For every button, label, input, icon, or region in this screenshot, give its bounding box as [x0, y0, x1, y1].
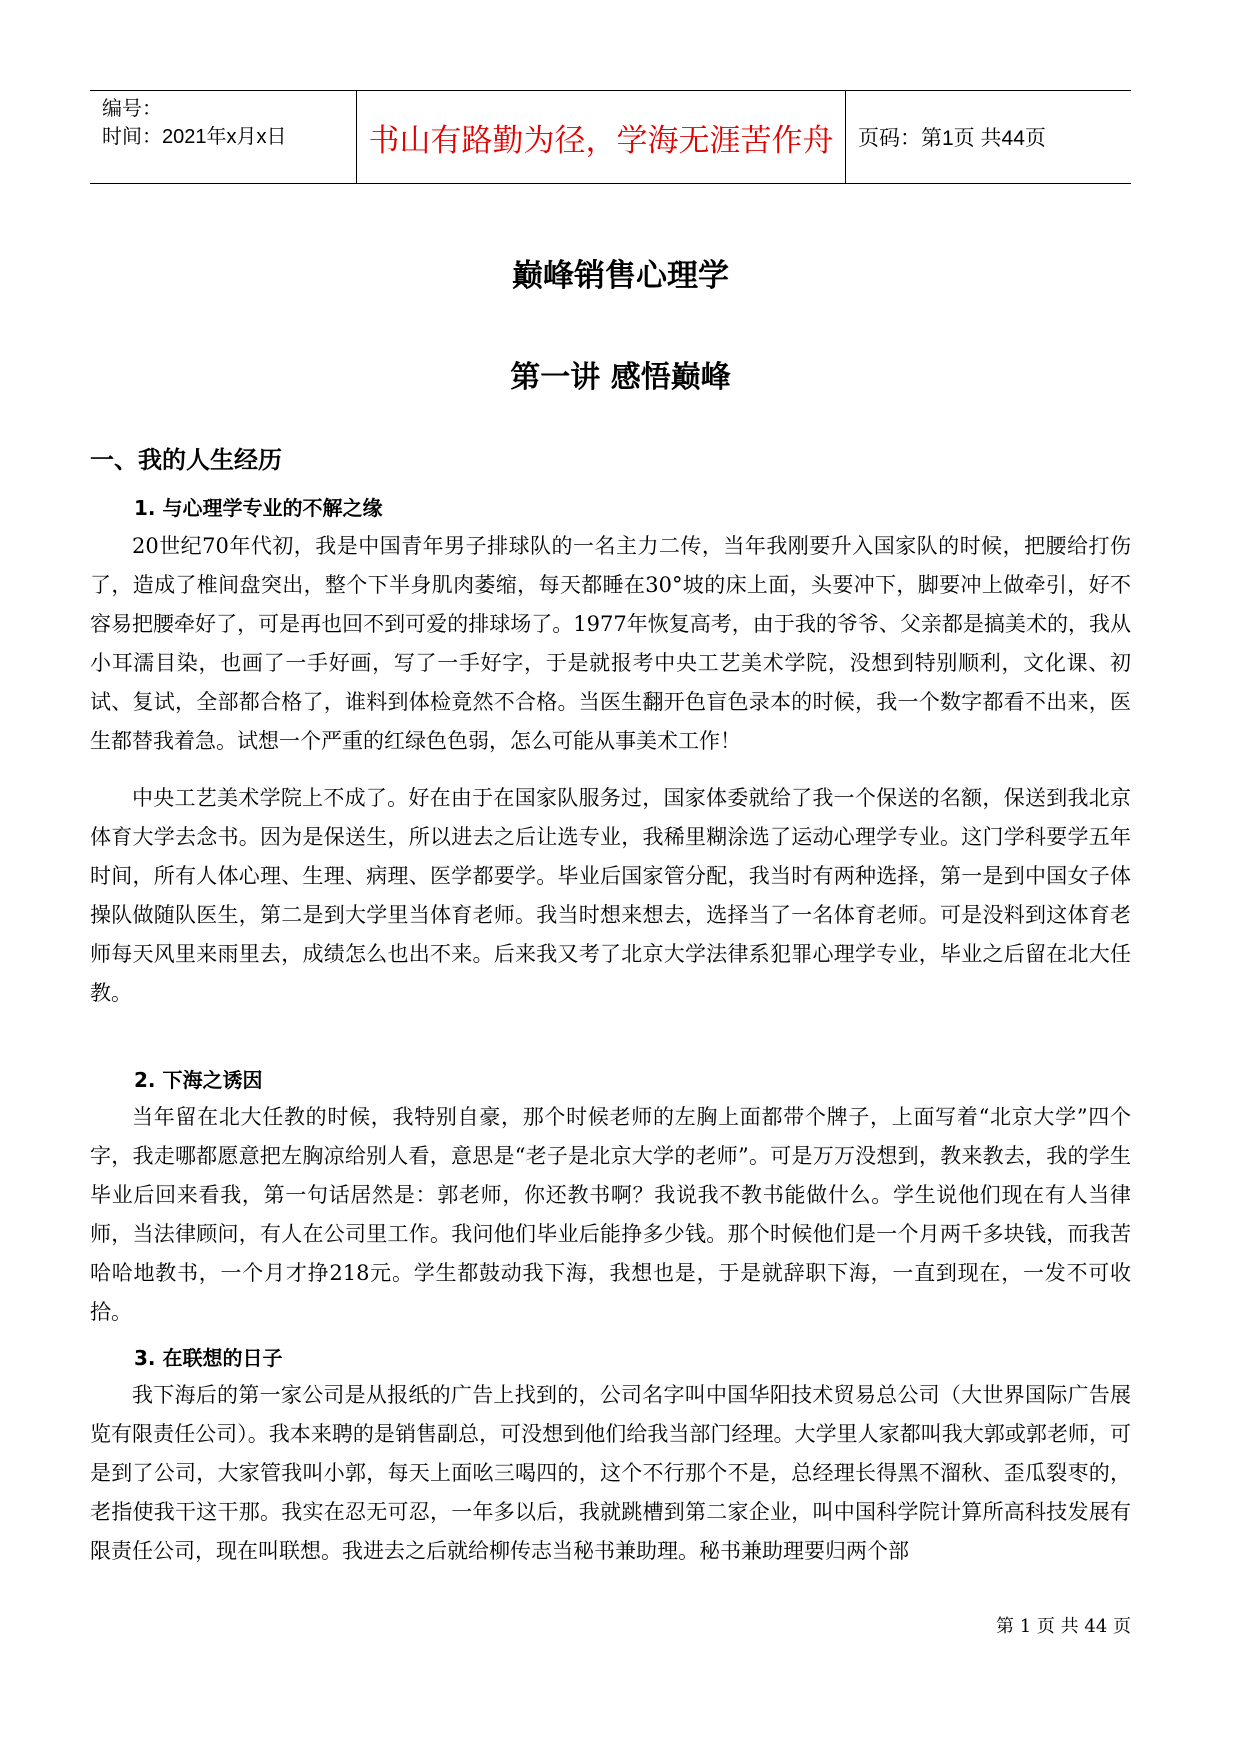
paragraph: 当年留在北大任教的时候，我特别自豪，那个时候老师的左胸上面都带个牌子，上面写着“北京大学”四个字，我走哪都愿意把左胸凉给别人看，意思是“老子是北京大学的老师”。可是万万没想到，教来教去，我的学生毕业后回来看我，第一句话居然是：郭老师，你还教书啊？我说我不教书能做什么。学生说他们现在有人当律师，当法律顾问，有人在公司里工作。我问他们毕业后能挣多少钱。那个时候他们是一个月两千多块钱，而我苦哈哈地教书，一个月才挣218元。学生都鼓动我下海，我想也是，于是就辞职下海，一直到现在，一发不可收拾。	[90, 1105, 1131, 1324]
paragraph: 中央工艺美术学院上不成了。好在由于在国家队服务过，国家体委就给了我一个保送的名额，保送到我北京体育大学去念书。因为是保送生，所以进去之后让选专业，我稀里糊涂选了运动心理学专业。这门学科要学五年时间，所有人体心理、生理、病理、医学都要学。毕业后国家管分配，我当时有两种选择，第一是到中国女子体操队做随队医生，第二是到大学里当体育老师。我当时想来想去，选择当了一名体育老师。可是没料到这体育老师每天风里来雨里去，成绩怎么也出不来。后来我又考了北京大学法律系犯罪心理学专业，毕业之后留在北大任教。	[90, 786, 1131, 1005]
header-page-info: 页码：第1页 共44页	[858, 127, 1046, 150]
header-table	[90, 90, 1131, 184]
header-motto: 书山有路勤为径，学海无涯苦作舟	[356, 91, 846, 183]
document-title: 巅峰销售心理学	[512, 258, 729, 294]
paragraph: 我下海后的第一家公司是从报纸的广告上找到的，公司名字叫中国华阳技术贸易总公司（大世界国际广告展览有限责任公司）。我本来聘的是销售副总，可没想到他们给我当部门经理。大学里人家都叫我大郭或郭老师，可是到了公司，大家管我叫小郭，每天上面吆三喝四的，这个不行那个不是，总经理长得黑不溜秋、歪瓜裂枣的，老指使我干这干那。我实在忍无可忍，一年多以后，我就跳槽到第二家企业，叫中国科学院计算所高科技发展有限责任公司，现在叫联想。我进去之后就给柳传志当秘书兼助理。秘书兼助理要归两个部	[90, 1383, 1131, 1563]
lecture-title: 第一讲 感悟巅峰	[510, 360, 731, 395]
subsection-heading: 1. 与心理学专业的不解之缘	[134, 496, 383, 520]
page-footer: 第 1 页 共 44 页	[996, 1616, 1131, 1637]
paragraph: 20世纪70年代初，我是中国青年男子排球队的一名主力二传，当年我刚要升入国家队的时候，把腰给打伤了，造成了椎间盘突出，整个下半身肌肉萎缩，每天都睡在30°坡的床上面，头要冲下，脚要冲上做牵引，好不容易把腰牵好了，可是再也回不到可爱的排球场了。1977年恢复高考，由于我的爷爷、父亲都是搞美术的，我从小耳濡目染，也画了一手好画，写了一手好字，于是就报考中央工艺美术学院，没想到特别顺利，文化课、初试、复试，全部都合格了，谁料到体检竟然不合格。当医生翻开色盲色录本的时候，我一个数字都看不出来，医生都替我着急。试想一个严重的红绿色色弱，怎么可能从事美术工作！	[90, 534, 1131, 753]
time-label: 时间：2021年x月x日	[102, 126, 287, 148]
section-heading: 一、我的人生经历	[90, 446, 282, 474]
subsection-heading: 2. 下海之诱因	[134, 1068, 263, 1092]
subsection-heading: 3. 在联想的日子	[134, 1346, 283, 1370]
number-label: 编号：	[102, 98, 162, 120]
header-meta-cell	[90, 91, 356, 183]
